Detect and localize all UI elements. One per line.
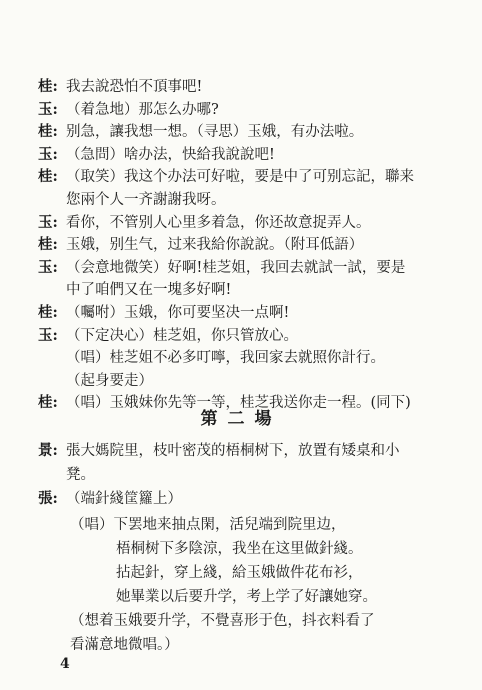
- sung-line: [38, 538, 452, 560]
- line-text: 中了咱們又在一塊多好啊!: [66, 282, 232, 299]
- line-text: 拈起針，穿上綫，給玉娥做件花布衫，: [116, 565, 363, 581]
- sung-line: [38, 514, 452, 536]
- scene-heading: 第二場: [200, 409, 282, 429]
- line-text: （想着玉娥要升学，不覺喜形于色，抖衣料看了: [70, 613, 375, 629]
- line-text: 您兩个人一齐謝謝我呀。: [66, 192, 226, 208]
- speaker-label: 桂:: [38, 394, 58, 412]
- speaker-label: 玉:: [38, 258, 58, 276]
- line-text: 看你，不管别人心里多着急，你还故意捉弄人。: [66, 214, 371, 231]
- line-text: 她畢業以后要升学，考上学了好讓她穿。: [116, 589, 377, 605]
- line-text: （着急地）那怎么办哪?: [66, 101, 219, 118]
- line-text: 玉娥，别生气，过来我給你說說。（附耳低語）: [66, 237, 364, 254]
- page-number: 4: [60, 656, 70, 672]
- stage-direction: [38, 610, 452, 632]
- dialogue-line: [38, 347, 452, 369]
- dialogue-line: [38, 440, 452, 462]
- sung-line: [38, 562, 452, 584]
- dialogue-line: [38, 370, 452, 392]
- dialogue-line: [38, 302, 452, 324]
- speaker-label: 玉:: [38, 213, 58, 231]
- dialogue-line: [38, 144, 452, 166]
- dialogue-line: [38, 464, 452, 486]
- speaker-label: 玉:: [38, 145, 58, 163]
- line-text: 别急，讓我想一想。（寻思）玉娥，有办法啦。: [66, 124, 364, 141]
- line-text: 梧桐树下多陰涼，我坐在这里做針綫。: [116, 541, 363, 557]
- speaker-label: 玉:: [38, 100, 58, 118]
- line-text: 張大媽院里，枝叶密茂的梧桐树下，放置有矮桌和小: [66, 443, 400, 459]
- dialogue-line: [38, 279, 452, 301]
- dialogue-line: [38, 234, 452, 256]
- speaker-label: 桂:: [38, 123, 58, 141]
- line-text: （端針綫筐籮上）: [66, 491, 182, 507]
- line-text: （起身要走）: [66, 372, 153, 389]
- speaker-label: 景:: [38, 442, 58, 459]
- dialogue-line: [38, 121, 452, 143]
- speaker-label: 張:: [38, 490, 58, 507]
- dialogue-line: [38, 257, 452, 279]
- dialogue-line: [38, 189, 452, 211]
- line-text: 我去說恐怕不頂事吧!: [66, 79, 203, 95]
- speaker-label: 桂:: [38, 78, 58, 95]
- speaker-label: 桂:: [38, 168, 58, 186]
- dialogue-line: [38, 488, 452, 510]
- stage-direction: [38, 634, 452, 656]
- dialogue-line: [38, 99, 452, 121]
- dialogue-line: [38, 76, 452, 98]
- line-text: （取笑）我这个办法可好啦，要是中了可别忘記，聯来: [66, 169, 414, 186]
- speaker-label: 玉:: [38, 326, 58, 344]
- speaker-label: 桂:: [38, 304, 58, 321]
- line-text: （急問）啥办法，快給我說說吧!: [66, 146, 275, 163]
- line-text: （唱）下罢地来抽点閑，活兒端到院里边，: [70, 517, 346, 533]
- line-text: （唱）玉娥妹你先等一等，桂芝我送你走一程。(同下): [66, 395, 411, 412]
- dialogue-line: [38, 166, 452, 188]
- line-text: （会意地微笑）好啊!桂芝姐，我回去就試一試，要是: [66, 259, 406, 276]
- sung-line: [38, 586, 452, 608]
- line-text: （唱）桂芝姐不必多叮嚀，我回家去就照你計行。: [66, 350, 385, 367]
- line-text: （下定决心）桂芝姐，你只管放心。: [66, 327, 298, 344]
- line-text: 看滿意地微唱。）: [70, 637, 179, 653]
- dialogue-line: [38, 212, 452, 234]
- speaker-label: 桂:: [38, 236, 58, 254]
- line-text: （囑咐）玉娥，你可要坚决一点啊!: [66, 305, 290, 321]
- line-text: 凳。: [66, 467, 95, 483]
- dialogue-line: [38, 325, 452, 347]
